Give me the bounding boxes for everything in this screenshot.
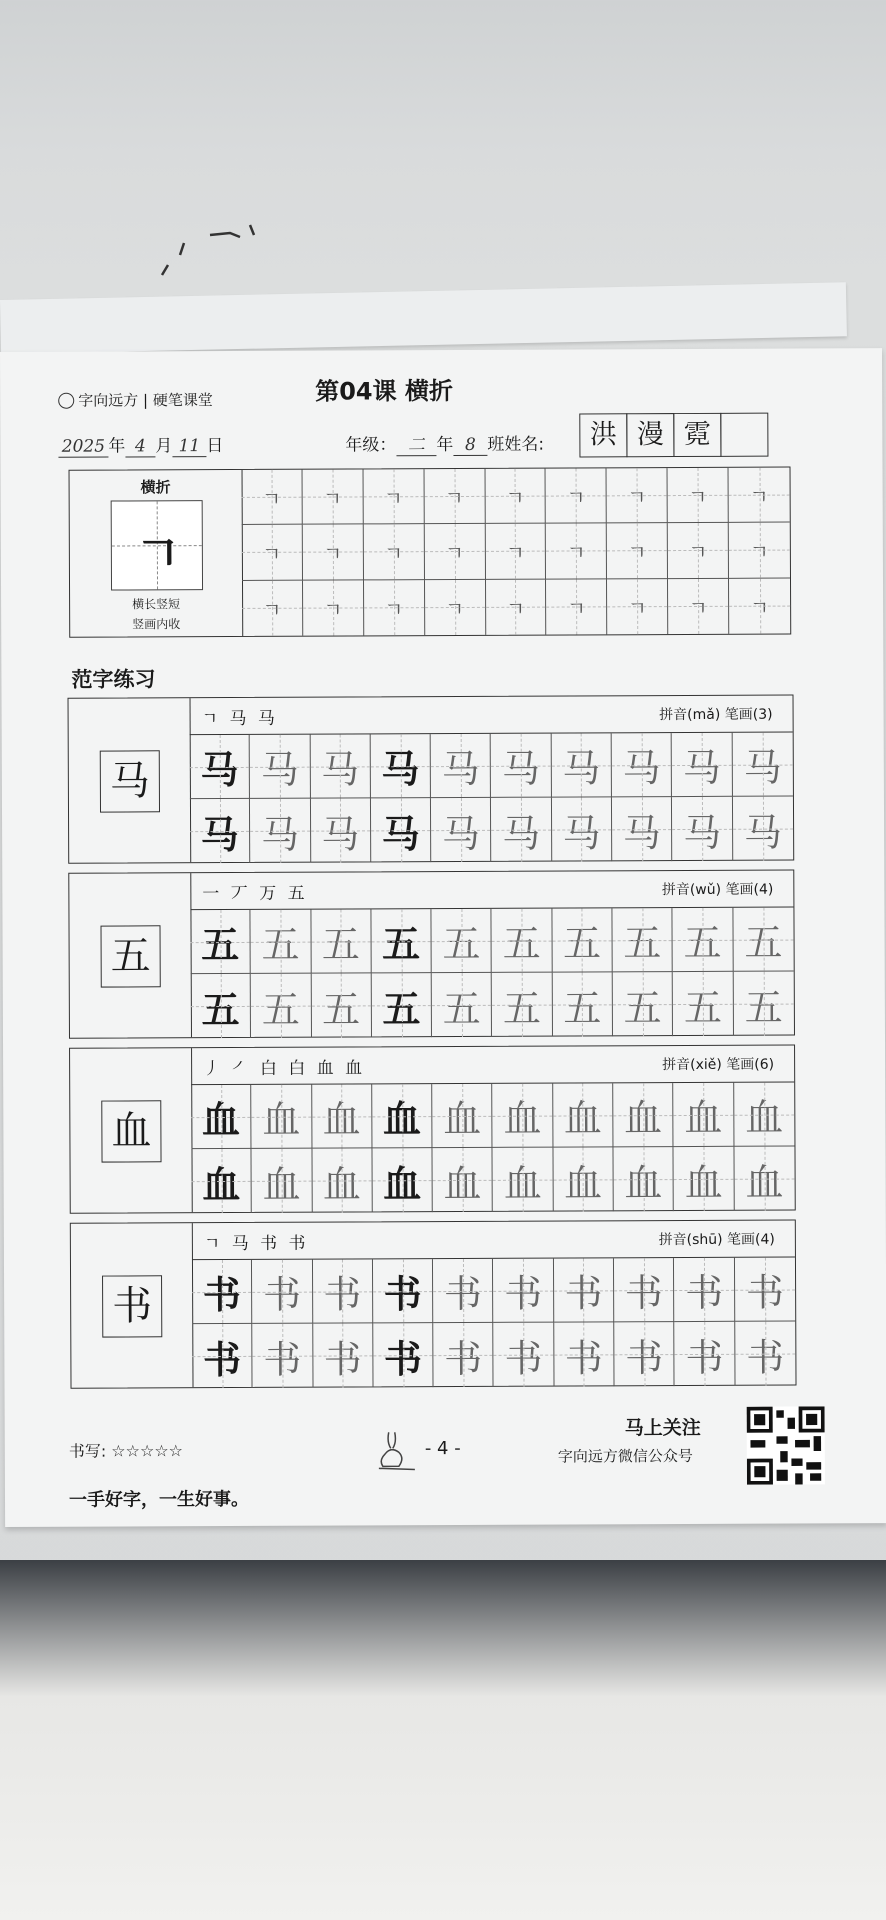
stroke-order: ㄱ 马 马 [201, 708, 278, 730]
day-label: 日 [206, 436, 224, 457]
writing-cell: 五 [191, 974, 252, 1038]
name-cell [720, 413, 768, 457]
writing-cell: 五 [311, 909, 372, 973]
writing-grid [190, 907, 794, 1039]
writing-cell: 血 [432, 1084, 493, 1148]
stroke-order: 一 丆 万 五 [202, 883, 308, 905]
writing-cell: 五 [733, 908, 794, 972]
stroke-practice-cell: ㄱ [486, 579, 547, 635]
stroke-practice-cell: ㄱ [607, 579, 668, 635]
writing-cell: 书 [192, 1260, 253, 1324]
writing-cell: 书 [433, 1323, 494, 1387]
writing-cell: 血 [252, 1149, 313, 1213]
stroke-practice-cell: ㄱ [668, 578, 729, 634]
writing-cell: 血 [674, 1147, 735, 1211]
writing-cell: 书 [675, 1322, 736, 1386]
writing-cell: 书 [614, 1258, 675, 1322]
writing-cell: 血 [493, 1148, 554, 1212]
brand [58, 389, 213, 411]
flipped-page-edge [0, 282, 847, 354]
writing-cell: 五 [673, 908, 734, 972]
grade-value: 二 [396, 430, 436, 456]
stroke-practice-cell: ㄱ [729, 468, 790, 524]
writing-cell: 马 [310, 734, 371, 798]
stroke-practice-cell: ㄱ [364, 524, 425, 580]
wechat-account-label: 字向远方微信公众号 [557, 1446, 693, 1466]
writing-cell: 五 [311, 973, 372, 1037]
writing-grid [192, 1257, 796, 1389]
writing-cell: 血 [493, 1084, 554, 1148]
writing-cell: 五 [371, 909, 432, 973]
writing-cell: 马 [491, 734, 552, 798]
writing-cell: 血 [312, 1084, 373, 1148]
writing-cell: 五 [613, 908, 674, 972]
writing-cell: 马 [672, 797, 733, 861]
model-char: 五 [101, 925, 161, 987]
stroke-title: 横折 [140, 478, 171, 497]
writing-cell: 马 [371, 734, 432, 798]
stroke-practice-cell: ㄱ [364, 580, 425, 636]
follow-label: 马上关注 [624, 1416, 701, 1440]
writing-cell: 书 [494, 1323, 555, 1387]
writing-cell: 马 [311, 798, 372, 862]
writing-cell: 马 [612, 733, 673, 797]
writing-cell: 血 [312, 1148, 373, 1212]
char-model-panel [70, 1048, 193, 1213]
char-block-ma [68, 695, 795, 864]
wall-scribble [150, 215, 310, 295]
brand-logo-icon [58, 392, 74, 408]
class-row [345, 430, 544, 457]
stroke-practice-cell: ㄱ [242, 470, 303, 526]
char-block-shu [70, 1220, 797, 1389]
writing-score: 书写: ☆☆☆☆☆ [68, 1441, 184, 1461]
model-char: 马 [100, 750, 160, 812]
rabbit-icon [375, 1428, 415, 1472]
writing-cell: 马 [431, 734, 492, 798]
writing-cell: 五 [492, 909, 553, 973]
writing-cell: 书 [373, 1323, 434, 1387]
writing-cell: 五 [251, 910, 312, 974]
writing-cell: 五 [553, 972, 614, 1036]
writing-cell: 书 [735, 1258, 796, 1322]
writing-cell: 马 [431, 798, 492, 862]
stroke-practice-cell: ㄱ [424, 469, 485, 525]
stroke-practice-cell: ㄱ [546, 524, 607, 580]
year-label: 年 [108, 436, 126, 457]
writing-cell: 血 [372, 1084, 433, 1148]
stroke-tip-1: 横长竖短 [132, 597, 181, 612]
name-cell: 漫 [626, 413, 674, 457]
stroke-practice-cell: ㄱ [729, 578, 790, 634]
stroke-practice-cell: ㄱ [546, 579, 607, 635]
writing-cell: 五 [492, 973, 553, 1037]
writing-cell: 马 [612, 797, 673, 861]
page-number-area [375, 1428, 485, 1472]
stroke-practice-cell: ㄱ [607, 468, 668, 524]
motto: 一手好字，一生好事。 [68, 1488, 250, 1511]
stroke-practice-cell: ㄱ [242, 580, 303, 636]
writing-grid [191, 1082, 795, 1214]
worksheet-page [0, 348, 886, 1527]
stroke-practice-grid [242, 468, 791, 636]
writing-cell: 书 [192, 1324, 253, 1388]
grade-label: 年级： [345, 435, 397, 456]
writing-cell: 马 [551, 733, 612, 797]
brand-text: 字向远方 | 硬笔课堂 [78, 391, 213, 410]
stroke-order: 丿 ㇒ 白 白 血 血 [203, 1058, 366, 1080]
writing-cell: 书 [373, 1259, 434, 1323]
pinyin-strokes: 拼音(wǔ) 笔画(4) [661, 881, 774, 899]
writing-grid [190, 732, 794, 864]
section-title: 范字练习 [71, 667, 156, 692]
writing-cell: 马 [190, 799, 251, 863]
stroke-practice-cell: ㄱ [363, 469, 424, 525]
name-cells [580, 413, 768, 458]
class-value: 8 [453, 435, 487, 456]
stroke-practice-cell: ㄱ [668, 523, 729, 579]
qr-code-icon [747, 1406, 825, 1484]
char-block-wu [68, 870, 795, 1039]
stroke-practice-cell: ㄱ [485, 524, 546, 580]
writing-cell: 血 [553, 1083, 614, 1147]
writing-cell: 五 [432, 909, 493, 973]
char-model-panel [71, 1223, 194, 1388]
writing-cell: 五 [552, 908, 613, 972]
writing-cell: 马 [672, 733, 733, 797]
writing-cell: 书 [313, 1259, 374, 1323]
pinyin-strokes: 拼音(mǎ) 笔画(3) [659, 706, 773, 724]
page-number: - 4 - [424, 1438, 461, 1460]
grade-unit: 年 [436, 435, 454, 456]
writing-cell: 血 [433, 1148, 494, 1212]
writing-cell: 书 [253, 1324, 314, 1388]
name-cell: 霓 [673, 413, 721, 457]
stroke-practice-cell: ㄱ [485, 469, 546, 525]
month-value: 4 [125, 436, 155, 457]
month-label: 月 [155, 436, 173, 457]
year-value: 2025 [58, 437, 108, 458]
model-char: 书 [102, 1275, 162, 1337]
writing-cell: 五 [432, 973, 493, 1037]
writing-cell: 马 [250, 735, 311, 799]
writing-cell: 马 [250, 799, 311, 863]
stroke-practice-cell: ㄱ [546, 468, 607, 524]
writing-cell: 书 [313, 1323, 374, 1387]
stroke-practice-cell: ㄱ [242, 525, 303, 581]
writing-cell: 五 [372, 973, 433, 1037]
writing-cell: 书 [493, 1259, 554, 1323]
stroke-demo-panel [70, 470, 244, 637]
stroke-practice-cell: ㄱ [424, 524, 485, 580]
stroke-practice-box [69, 467, 792, 638]
stroke-tip-2: 竖画内收 [132, 617, 181, 632]
writing-cell: 书 [252, 1260, 313, 1324]
stroke-practice-cell: ㄱ [607, 523, 668, 579]
writing-cell: 血 [191, 1085, 252, 1149]
writing-cell: 血 [613, 1083, 674, 1147]
stroke-demo-glyph: 𠃍 [135, 530, 181, 582]
writing-cell: 马 [733, 797, 794, 861]
char-model-panel [69, 698, 192, 863]
writing-cell: 书 [433, 1259, 494, 1323]
writing-cell: 书 [554, 1322, 615, 1386]
writing-cell: 血 [553, 1147, 614, 1211]
writing-cell: 五 [673, 972, 734, 1036]
stroke-practice-cell: ㄱ [668, 468, 729, 524]
writing-cell: 五 [190, 910, 251, 974]
writing-cell: 马 [190, 735, 251, 799]
writing-cell: 血 [674, 1083, 735, 1147]
writing-cell: 马 [491, 798, 552, 862]
model-char: 血 [101, 1100, 161, 1162]
writing-cell: 五 [251, 974, 312, 1038]
char-block-xue [69, 1045, 796, 1214]
writing-cell: 马 [732, 733, 793, 797]
writing-cell: 五 [613, 972, 674, 1036]
background-fabric [0, 1560, 886, 1920]
writing-cell: 书 [674, 1258, 735, 1322]
pinyin-strokes: 拼音(xiě) 笔画(6) [662, 1056, 775, 1074]
stroke-practice-cell: ㄱ [303, 580, 364, 636]
writing-cell: 书 [614, 1322, 675, 1386]
writing-cell: 血 [734, 1083, 795, 1147]
stroke-order: ㄱ 马 书 书 [203, 1233, 309, 1255]
char-model-panel [69, 873, 192, 1038]
pinyin-strokes: 拼音(shū) 笔画(4) [658, 1231, 775, 1249]
stroke-practice-cell: ㄱ [303, 525, 364, 581]
stroke-practice-cell: ㄱ [425, 580, 486, 636]
writing-cell: 马 [552, 797, 613, 861]
writing-cell: 血 [734, 1147, 795, 1211]
writing-cell: 书 [735, 1322, 796, 1386]
lesson-title: 第04课 横折 [315, 377, 454, 406]
writing-cell: 血 [191, 1149, 252, 1213]
name-cell: 洪 [579, 413, 627, 457]
writing-cell: 血 [251, 1085, 312, 1149]
writing-cell: 马 [371, 798, 432, 862]
writing-cell: 书 [554, 1258, 615, 1322]
day-value: 11 [172, 436, 206, 457]
date-row [58, 431, 223, 458]
stroke-practice-cell: ㄱ [302, 469, 363, 525]
writing-cell: 血 [614, 1147, 675, 1211]
writing-cell: 血 [372, 1148, 433, 1212]
writing-cell: 五 [733, 972, 794, 1036]
class-name-label: 班姓名: [487, 434, 545, 455]
stroke-demo-grid [111, 500, 203, 590]
stroke-practice-cell: ㄱ [729, 523, 790, 579]
